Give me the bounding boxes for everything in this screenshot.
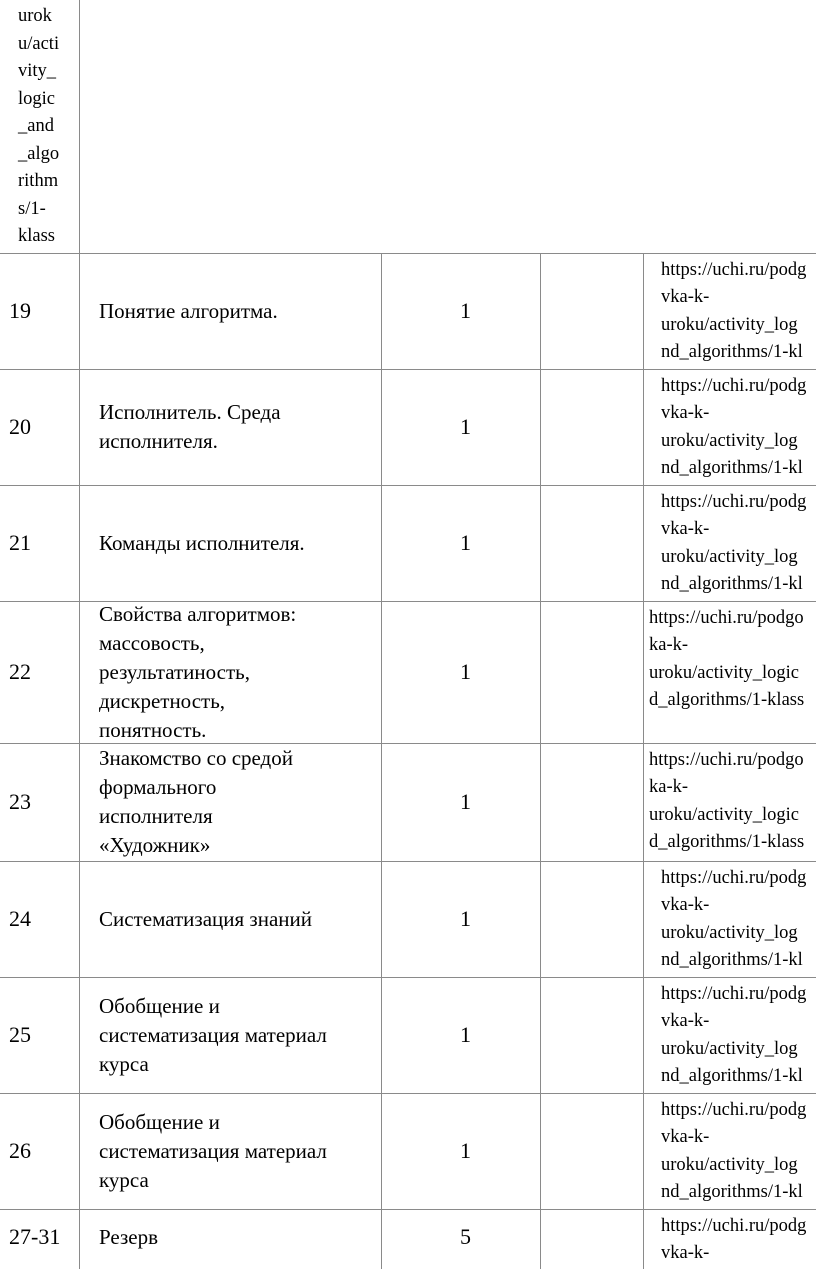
row-border xyxy=(0,369,816,370)
resource-link-line: vka-k- xyxy=(661,895,710,916)
topic-line: Систематизация знаний xyxy=(99,906,312,931)
resource-link-line: d_algorithms/1-klass xyxy=(649,831,805,852)
resource-link-line: nd_algorithms/1-kl xyxy=(661,949,803,970)
resource-link-line: vka-k- xyxy=(661,1011,710,1032)
resource-link-line: https://uchi.ru/podg xyxy=(661,868,807,888)
hours-value: 1 xyxy=(460,414,471,439)
topic-line: массовость, xyxy=(99,630,205,655)
resource-link-line: uroku/activity_log xyxy=(661,314,798,335)
row-number: 26 xyxy=(9,1138,31,1163)
resource-link-line: d_algorithms/1-klass xyxy=(649,689,805,710)
resource-link-line: uroku/activity_log xyxy=(661,430,798,451)
row-number: 19 xyxy=(9,298,31,323)
continued-link-line: rithm xyxy=(18,171,59,191)
topic-line: Исполнитель. Среда xyxy=(99,400,281,424)
resource-link-line: uroku/activity_log xyxy=(661,922,798,943)
row-border xyxy=(0,1209,816,1210)
row-number: 22 xyxy=(9,659,31,684)
hours-value: 1 xyxy=(460,1138,471,1163)
resource-link-line: https://uchi.ru/podg xyxy=(661,260,807,280)
topic-line: курса xyxy=(99,1051,149,1076)
row-number: 24 xyxy=(9,906,31,931)
topic-line: дискретность, xyxy=(99,688,226,713)
continued-link-line: urok xyxy=(18,6,52,26)
topic-line: Обобщение и xyxy=(99,1109,220,1134)
topic-line: формального xyxy=(99,775,217,799)
column-border xyxy=(381,253,382,1269)
row-number: 23 xyxy=(9,789,31,814)
row-border xyxy=(0,861,816,862)
continued-link-line: u/acti xyxy=(18,33,60,54)
resource-link-line: vka-k- xyxy=(661,519,710,540)
column-border xyxy=(79,253,80,1269)
topic-line: Резерв xyxy=(99,1224,159,1249)
topic-line: Обобщение и xyxy=(99,993,220,1018)
resource-link-line: vka-k- xyxy=(661,403,710,424)
resource-link-line: uroku/activity_logic xyxy=(649,662,800,683)
resource-link-line: nd_algorithms/1-kl xyxy=(661,1065,803,1086)
continued-link-line: logic xyxy=(18,88,55,109)
resource-link-line: nd_algorithms/1-kl xyxy=(661,573,803,594)
column-border xyxy=(643,253,644,1269)
resource-link-line: vka-k- xyxy=(661,287,710,308)
resource-link-line: https://uchi.ru/podgo xyxy=(649,750,804,770)
resource-link-line: ka-k- xyxy=(649,635,689,656)
resource-link-line: vka-k- xyxy=(661,1243,710,1264)
topic-line: понятность. xyxy=(99,717,207,742)
topic-line: систематизация материал xyxy=(99,1022,327,1047)
row-border xyxy=(0,253,816,254)
resource-link-line: https://uchi.ru/podg xyxy=(661,376,807,396)
topic-line: исполнителя. xyxy=(99,429,218,453)
topic-line: Команды исполнителя. xyxy=(99,530,305,555)
topic-line: систематизация материал xyxy=(99,1138,327,1163)
resource-link-line: https://uchi.ru/podg xyxy=(661,492,807,512)
continued-link-line: _and xyxy=(18,116,54,136)
topic-line: исполнителя xyxy=(99,804,213,828)
row-number: 25 xyxy=(9,1022,31,1047)
resource-link-line: nd_algorithms/1-kl xyxy=(661,1181,803,1202)
hours-value: 1 xyxy=(460,659,471,684)
row-border xyxy=(0,977,816,978)
row-number: 20 xyxy=(9,414,31,439)
hours-value: 1 xyxy=(460,298,471,323)
row-border xyxy=(0,1093,816,1094)
topic-line: Знакомство со средой xyxy=(99,746,293,770)
continued-link-line: vity_ xyxy=(18,61,57,81)
resource-link-line: uroku/activity_logic xyxy=(649,804,800,825)
resource-link-line: uroku/activity_log xyxy=(661,1038,798,1059)
topic-line: курса xyxy=(99,1167,149,1192)
resource-link-line: https://uchi.ru/podg xyxy=(661,984,807,1004)
resource-link-line: vka-k- xyxy=(661,1127,710,1148)
continued-link-line: _algo xyxy=(18,143,60,164)
row-border xyxy=(0,485,816,486)
hours-value: 1 xyxy=(460,789,471,814)
resource-link-line: https://uchi.ru/podg xyxy=(661,1100,807,1120)
topic-line: Свойства алгоритмов: xyxy=(99,601,297,626)
resource-link-line: uroku/activity_log xyxy=(661,1154,798,1175)
hours-value: 1 xyxy=(460,530,471,555)
continued-link-line: s/1- xyxy=(18,198,46,219)
topic-line: Понятие алгоритма. xyxy=(99,298,278,323)
resource-link-line: uroku/activity_log xyxy=(661,546,798,567)
row-number: 27-31 xyxy=(9,1224,61,1249)
column-border xyxy=(540,253,541,1269)
resource-link-line: nd_algorithms/1-kl xyxy=(661,341,803,362)
cell-border xyxy=(79,0,80,253)
topic-line: «Художник» xyxy=(99,833,211,857)
resource-link-line: https://uchi.ru/podg xyxy=(661,1216,807,1236)
resource-link-line: https://uchi.ru/podgo xyxy=(649,608,804,628)
resource-link-line: ka-k- xyxy=(649,777,689,798)
row-number: 21 xyxy=(9,530,31,555)
topic-line: результатиность, xyxy=(99,659,250,684)
hours-value: 5 xyxy=(460,1224,471,1249)
hours-value: 1 xyxy=(460,1022,471,1047)
hours-value: 1 xyxy=(460,906,471,931)
resource-link-line: nd_algorithms/1-kl xyxy=(661,457,803,478)
continued-link-line: klass xyxy=(18,226,55,246)
